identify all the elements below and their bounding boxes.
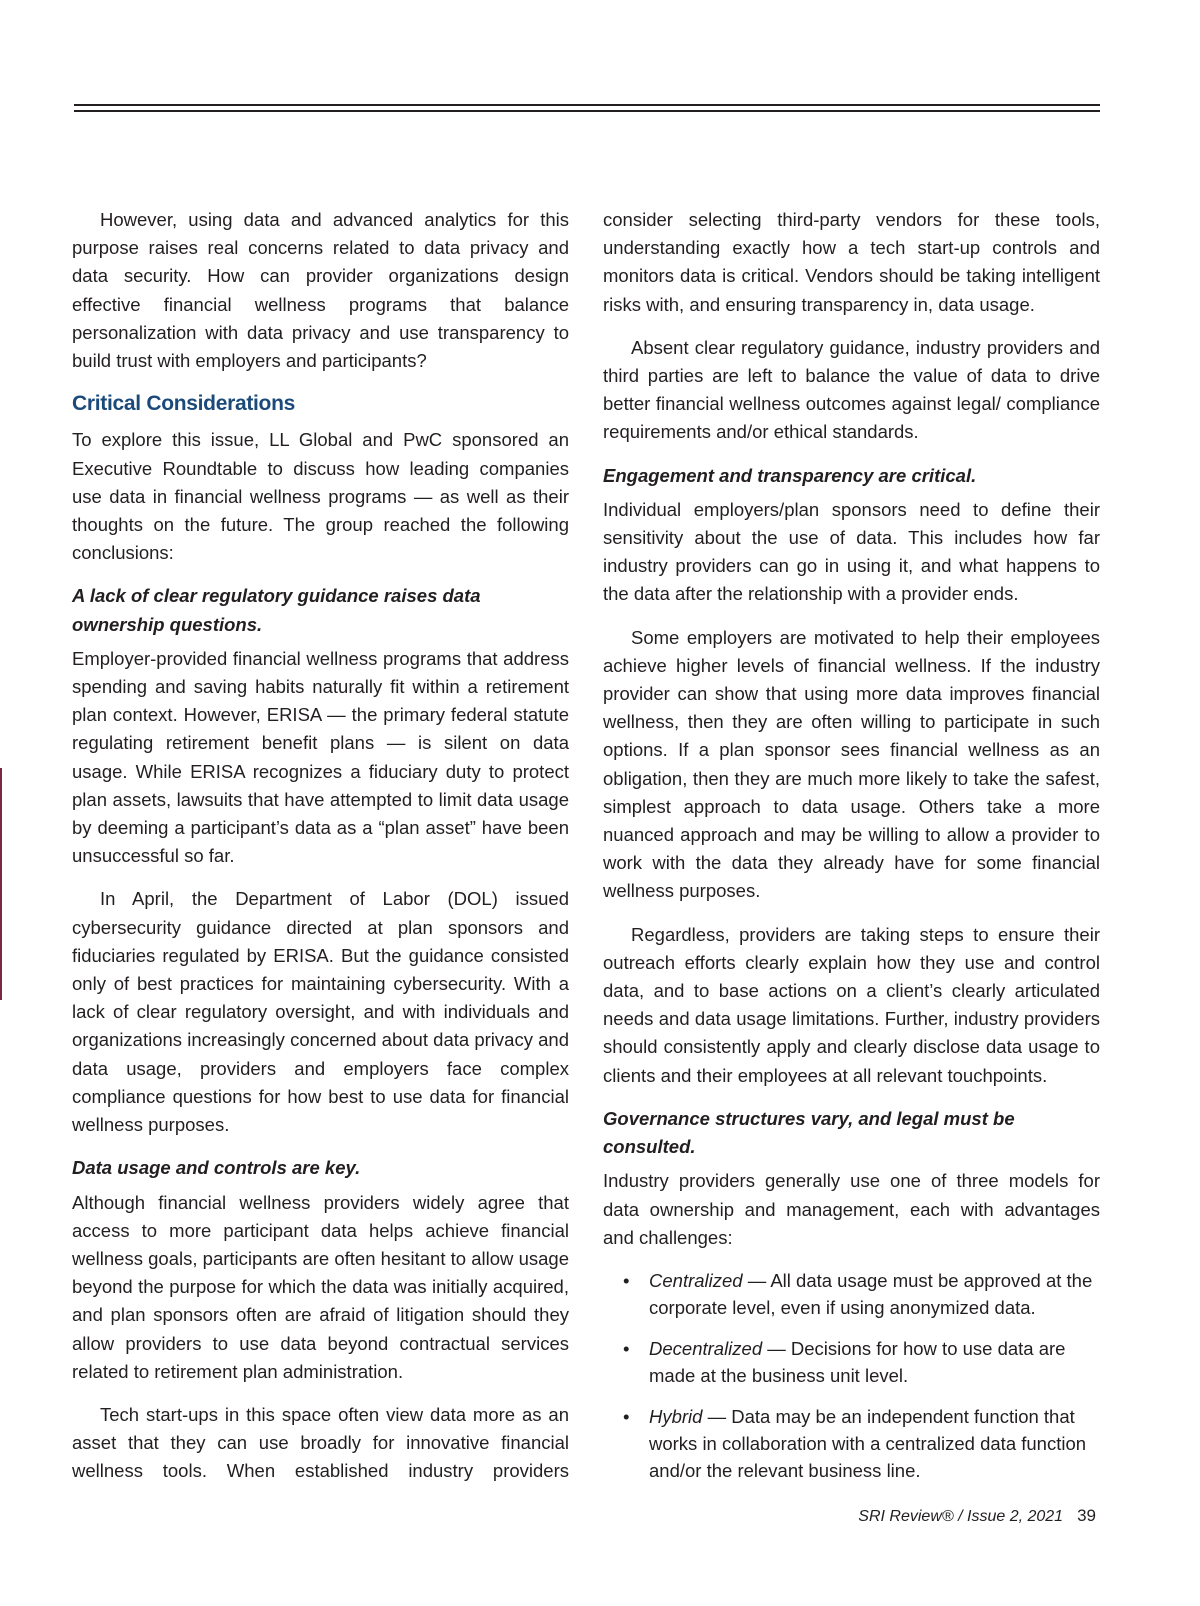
list-item <box>603 1267 1100 1321</box>
paragraph: Individual employers/plan sponsors need to define their sensitivity about the use of data. This includes how far industry providers can go in using it, and what happens to the data after the relationship with a provider ends. <box>603 498 1100 605</box>
paragraph: Absent clear regulatory guidance, industry providers and third parties are left to balance the value of data to drive better financial wellness outcomes against legal/ compliance requirements and/or ethical standards. <box>603 336 1100 443</box>
subheading: Governance structures vary, and legal must be consulted. <box>603 1107 1015 1158</box>
governance-models-list <box>603 1267 1100 1484</box>
list-item-term: Centralized <box>649 1269 743 1291</box>
list-item-text: — All data usage must be approved at the corporate level, even if using anonymized data. <box>649 1269 1093 1318</box>
paragraph: Employer-provided financial wellness programs that address spending and saving habits naturally fit within a retirement plan context. However, ERISA — the primary federal statute regulating retirement benefit plans — is silent on data usage. While ERISA recognizes a fiduciary duty to protect plan assets, lawsuits that have attempted to limit data usage by deeming a participant’s data as a “plan asset” have been unsuccessful so far. <box>72 647 569 867</box>
paragraph: To explore this issue, LL Global and PwC sponsored an Executive Roundtable to discuss how leading companies use data in financial wellness programs — as well as their thoughts on the future. The group reached the following conclusions: <box>72 429 569 564</box>
paragraph: In April, the Department of Labor (DOL) issued cybersecurity guidance directed at plan sponsors and fiduciaries regulated by ERISA. But the guidance consisted only of best practices for maintaining cybersecurity. With a lack of clear regulatory oversight, and with individuals and organizations increasingly concerned about data privacy and data usage, providers and employers face complex compliance questions for how best to use data for financial wellness purposes. <box>72 888 569 1136</box>
page-footer <box>858 1506 1096 1526</box>
list-item-term: Decentralized <box>649 1337 763 1359</box>
subheading: A lack of clear regulatory guidance raises data ownership questions. <box>72 585 481 635</box>
header-rule-bottom <box>74 110 1100 112</box>
publication-name: SRI Review® / Issue 2, 2021 <box>858 1508 1064 1525</box>
paragraph: Although financial wellness providers widely agree that access to more participant data helps achieve financial wellness goals, participants are often hesitant to allow usage beyond the purpose for which the data was initially acquired, and plan sponsors often are afraid of litigation should they allow providers to use data beyond contractual services related to retirement plan administration. <box>72 1191 569 1382</box>
subheading: Engagement and transparency are critical. <box>603 464 977 486</box>
list-item-text: — Data may be an independent function that works in collaboration with a centralized data function and/or the relevant business line. <box>649 1405 1087 1481</box>
list-item-term: Hybrid <box>649 1405 703 1427</box>
bullet-icon: • <box>623 1269 630 1291</box>
header-rule-top <box>74 104 1100 106</box>
subheading: Data usage and controls are key. <box>72 1157 361 1179</box>
paragraph: Regardless, providers are taking steps to ensure their outreach efforts clearly explain how they use and control data, and to base actions on a client’s clearly articulated needs and data usage limitations. Further, industry providers should consistently apply and clearly disclose data usage to clients and their employees at all relevant touchpoints. <box>603 923 1100 1086</box>
paragraph: However, using data and advanced analytics for this purpose raises real concerns related to data privacy and data security. How can provider organizations design effective financial wellness programs that balance personalization with data privacy and use transparency to build trust with employers and participants? <box>72 209 569 372</box>
paragraph: Industry providers generally use one of three models for data ownership and management, each with advantages and challenges: <box>603 1170 1100 1248</box>
list-item <box>603 1335 1100 1389</box>
bullet-icon: • <box>623 1337 630 1359</box>
section-heading: Critical Considerations <box>72 392 295 416</box>
paragraph: consider selecting third-party vendors for these tools, understanding exactly how a tech start-up controls and monitors data is critical. Vendors should be taking intelligent risks with, and ensuring transparency in, data usage. <box>603 209 1100 315</box>
list-item <box>603 1403 1100 1484</box>
right-column <box>603 206 1100 1498</box>
bullet-icon: • <box>623 1405 630 1427</box>
paragraph: Some employers are motivated to help their employees achieve higher levels of financial wellness. If the industry provider can show that using more data improves financial wellness, then they are often willing to participate in such options. If a plan sponsor sees financial wellness as an obligation, then they are much more likely to take the safest, simplest approach to data usage. Others take a more nuanced approach and may be willing to allow a provider to work with the data they already have for some financial wellness purposes. <box>603 626 1100 902</box>
paragraph: Tech start-ups in this space often view data more as an asset that they can use broadly for innovative financial wellness tools. When established industry providers <box>72 1403 569 1482</box>
page-number: 39 <box>1077 1506 1096 1525</box>
page-edge-mark <box>0 768 2 1000</box>
list-item-text: — Decisions for how to use data are made at the business unit level. <box>649 1337 1066 1386</box>
left-column <box>72 206 569 1501</box>
